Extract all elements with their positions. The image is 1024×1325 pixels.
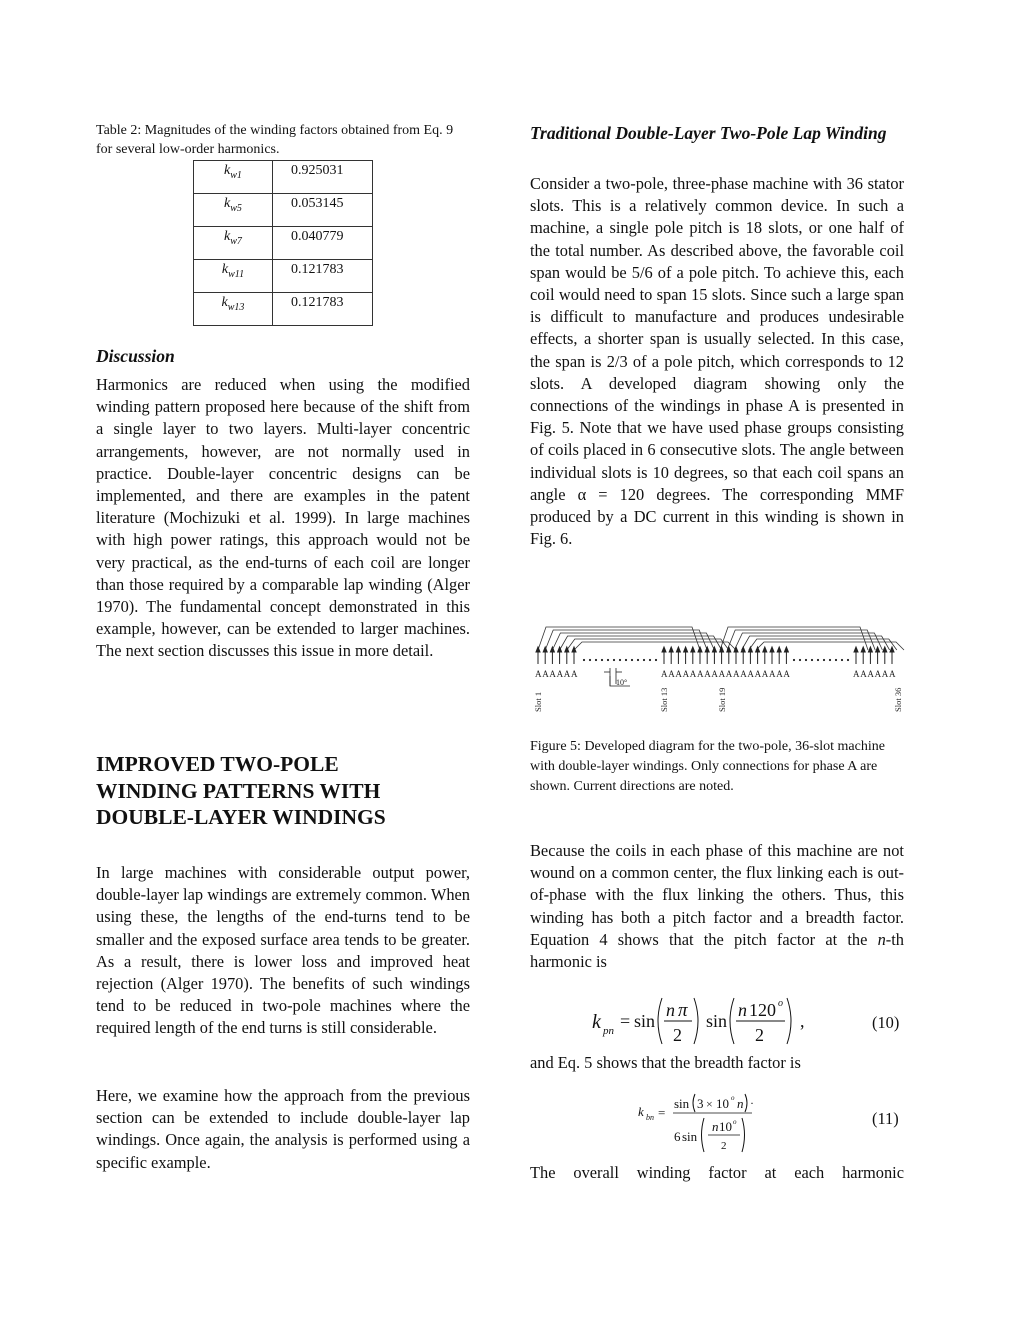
table-row <box>194 293 373 326</box>
phase-letter: A <box>535 669 542 679</box>
current-arrow <box>698 647 702 652</box>
phase-letter: A <box>556 669 564 679</box>
phase-letter: A <box>571 669 578 679</box>
table-row <box>194 260 373 293</box>
current-arrow <box>876 647 880 652</box>
svg-text:2: 2 <box>721 1140 727 1152</box>
current-arrow <box>691 647 695 652</box>
coil-end-turn <box>720 627 868 650</box>
continuation-dot <box>637 659 639 661</box>
table-row <box>194 194 373 227</box>
equation-11-number: (11) <box>872 1109 899 1128</box>
current-arrow <box>770 647 774 652</box>
svg-text:×: × <box>706 1097 713 1111</box>
phase-letter: A <box>689 669 697 679</box>
coil-end-turn <box>567 639 729 650</box>
discussion-heading: Discussion <box>96 346 175 366</box>
current-arrow <box>861 647 865 652</box>
continuation-dot <box>619 659 621 661</box>
svg-text:k: k <box>638 1104 644 1119</box>
equation-11 <box>636 1088 776 1158</box>
phase-letter: A <box>860 669 867 679</box>
svg-text:bn: bn <box>646 1113 654 1122</box>
equation-10-number: (10) <box>872 1013 900 1032</box>
svg-text:k: k <box>592 1011 601 1033</box>
table-row <box>194 227 373 260</box>
winding-factor-symbol: $k_{w1}$ <box>194 161 273 194</box>
current-arrow <box>890 647 894 652</box>
continuation-dot <box>655 659 657 661</box>
slot-label: Slot 1 <box>533 691 543 712</box>
current-arrow <box>784 647 788 652</box>
winding-factor-value: 0.925031 <box>273 161 373 194</box>
svg-text:sin: sin <box>634 1011 656 1031</box>
table-row <box>194 161 373 194</box>
current-arrow <box>662 647 666 652</box>
svg-text:,: , <box>800 1011 805 1031</box>
winding-factor-value: 0.121783 <box>273 260 373 293</box>
current-arrow <box>748 647 752 652</box>
equation-10 <box>588 990 818 1050</box>
svg-text:=: = <box>658 1105 666 1120</box>
current-arrow <box>543 647 547 652</box>
phase-letter: A <box>733 669 740 679</box>
phase-letter: A <box>718 669 726 679</box>
discussion-paragraph: Harmonics are reduced when using the modified winding pattern proposed here because of the shift from a single layer to two layers. Multi-layer concentric arrangements, however, are not normally used in practice. Double-layer concentric designs can be implemented, and there are examples in the patent literature (Mochizuki et al. 1999). In large machines with high power ratings, this approach would not be very practical, as the end-turns of each coil are longer than those required by a comparable lap winding (Alger 1970). The fundamental concept demonstrated in this example, however, can be extended to larger machines. The next section discusses this issue in more detail. <box>96 375 470 661</box>
phase-letter: A <box>704 669 711 679</box>
svg-text:2: 2 <box>673 1025 682 1045</box>
winding-factor-value: 0.121783 <box>273 293 373 326</box>
slot-label: Slot 13 <box>659 687 669 712</box>
breadth-factor-intro: and Eq. 5 shows that the breadth factor is <box>530 1053 801 1072</box>
continuation-dot <box>811 659 813 661</box>
continuation-dot <box>805 659 807 661</box>
continuation-dot <box>793 659 795 661</box>
phase-letter: A <box>783 669 790 679</box>
table-caption: Table 2: Magnitudes of the winding factors obtained from Eq. 9 for several low-order harmonics. <box>96 123 454 157</box>
phase-letter: A <box>668 669 675 679</box>
svg-text:sin: sin <box>674 1096 690 1111</box>
traditional-heading: Traditional Double-Layer Two-Pole Lap Winding <box>530 123 887 143</box>
phase-letter: A <box>711 669 718 679</box>
svg-text:o: o <box>731 1094 735 1102</box>
continuation-dot <box>835 659 837 661</box>
continuation-dot <box>607 659 609 661</box>
current-arrow <box>684 647 688 652</box>
phase-letter: A <box>697 669 704 679</box>
phase-letter: A <box>563 669 571 679</box>
phase-letter: A <box>675 669 682 679</box>
continuation-dot <box>823 659 825 661</box>
figure5-caption: Figure 5: Developed diagram for the two-pole, 36-slot machine with double-layer windings. Only connections for phase A are shown. Current directions are noted. <box>530 739 885 794</box>
svg-text:2: 2 <box>755 1025 764 1045</box>
current-arrow <box>741 647 745 652</box>
continuation-dot <box>601 659 603 661</box>
phase-letter: A <box>740 669 747 679</box>
current-arrow <box>734 647 738 652</box>
svg-text:6: 6 <box>674 1129 681 1144</box>
phase-letter: A <box>682 669 690 679</box>
coil-end-turn <box>734 633 882 650</box>
coil-end-turn <box>574 642 736 650</box>
continuation-dot <box>613 659 615 661</box>
overall-winding-factor-text: The overall winding factor at each harmonic <box>530 1163 904 1182</box>
current-arrow <box>536 647 540 652</box>
svg-text:n: n <box>738 1000 747 1020</box>
slot-label: Slot 19 <box>717 687 727 712</box>
svg-text:n: n <box>712 1119 719 1134</box>
svg-text:n: n <box>666 1000 675 1020</box>
continuation-dot <box>841 659 843 661</box>
current-arrow <box>868 647 872 652</box>
phase-letter: A <box>761 669 769 679</box>
section-heading: IMPROVED TWO-POLE WINDING PATTERNS WITH DOUBLE-LAYER WINDINGS <box>96 752 386 829</box>
svg-text:10: 10 <box>719 1119 732 1134</box>
svg-text:10: 10 <box>716 1096 729 1111</box>
winding-factor-value: 0.040779 <box>273 227 373 260</box>
phase-letter: A <box>542 669 549 679</box>
current-arrow <box>756 647 760 652</box>
phase-letter: A <box>881 669 889 679</box>
continuation-dot <box>583 659 585 661</box>
phase-letter: A <box>889 669 896 679</box>
current-arrow <box>763 647 767 652</box>
phase-letter: A <box>776 669 783 679</box>
svg-text:pn: pn <box>603 1025 614 1037</box>
continuation-dot <box>847 659 849 661</box>
continuation-dot <box>631 659 633 661</box>
continuation-dot <box>799 659 801 661</box>
winding-factor-symbol: $k_{w11}$ <box>194 260 273 293</box>
phase-letter: A <box>549 669 556 679</box>
continuation-dot <box>625 659 627 661</box>
current-arrow <box>854 647 858 652</box>
svg-text:=: = <box>620 1011 631 1031</box>
current-arrow <box>883 647 887 652</box>
continuation-dot <box>649 659 651 661</box>
winding-factor-symbol: $k_{w5}$ <box>194 194 273 227</box>
section-paragraph-1: In large machines with considerable output power, double-layer lap windings are extremely common. When using these, the lengths of the end-turns tend to be smaller and the exposed surface area tends to be greater. As a result, there is lower loss and improved heat rejection (Alger 1970). The benefits of such windings tend to be reduced in two-pole machines where the required length of the end turns is still considerable. <box>96 863 470 1038</box>
winding-factor-table <box>193 160 373 326</box>
winding-factor-symbol: $k_{w13}$ <box>194 293 273 326</box>
svg-text:sin: sin <box>682 1129 698 1144</box>
svg-text:π: π <box>678 1000 688 1021</box>
phase-letter: A <box>754 669 762 679</box>
phase-letter: A <box>661 669 668 679</box>
svg-text:o: o <box>733 1118 737 1126</box>
angle-label: 10° <box>616 678 628 687</box>
slot-label: Slot 36 <box>893 687 903 712</box>
phase-letter: A <box>874 669 882 679</box>
continuation-dot <box>643 659 645 661</box>
current-arrow <box>572 647 576 652</box>
continuation-dot <box>817 659 819 661</box>
coil-end-turn <box>538 627 700 650</box>
section-paragraph-2: Here, we examine how the approach from the previous section can be extended to include double-layer lap windings. Once again, the analysis is performed using a specific example. <box>96 1086 470 1172</box>
winding-factor-value: 0.053145 <box>273 194 373 227</box>
svg-text:·: · <box>750 1096 754 1110</box>
phase-letter: A <box>725 669 733 679</box>
phase-letter: A <box>769 669 776 679</box>
continuation-dot <box>589 659 591 661</box>
svg-text:o: o <box>778 998 783 1009</box>
continuation-dot <box>595 659 597 661</box>
traditional-paragraph: Consider a two-pole, three-phase machine with 36 stator slots. This is a relatively common device. In such a machine, a single pole pitch is 18 slots, or one half of the total number. As described above, the favorable coil span would be 5/6 of a pole pitch. To achieve this, each coil would need to span 15 slots. Since such a large span is difficult to manufacture and produces undesirable effects, a shorter span is usually selected. In this case, the span is 2/3 of a pole pitch, which corresponds to 12 slots. A developed diagram showing only the connections of the windings in phase A is presented in Fig. 5. Note that we have used phase groups consisting of coils placed in 6 consecutive slots. The angle between individual slots is 10 degrees, so that each coil spans an angle α = 120 degrees. The corresponding MMF produced by a DC current in this winding is shown in Fig. 6. <box>530 174 904 549</box>
winding-diagram-figure <box>532 624 906 716</box>
current-arrow <box>777 647 781 652</box>
pitch-factor-paragraph: Because the coils in each phase of this machine are not wound on a common center, the flux linking each is out-of-phase with the flux linking the others. Thus, this winding has both a pitch factor and a breadth factor. Equation 4 shows that the pitch factor at the n-th harmonic is <box>530 841 904 972</box>
current-arrow <box>676 647 680 652</box>
phase-letter: A <box>867 669 874 679</box>
phase-letter: A <box>853 669 860 679</box>
current-arrow <box>669 647 673 652</box>
svg-text:3: 3 <box>697 1096 704 1111</box>
phase-letter: A <box>747 669 754 679</box>
continuation-dot <box>829 659 831 661</box>
winding-factor-symbol: $k_{w7}$ <box>194 227 273 260</box>
svg-text:sin: sin <box>706 1011 728 1031</box>
svg-text:120: 120 <box>749 1000 776 1020</box>
svg-text:n: n <box>737 1096 744 1111</box>
current-arrow <box>705 647 709 652</box>
